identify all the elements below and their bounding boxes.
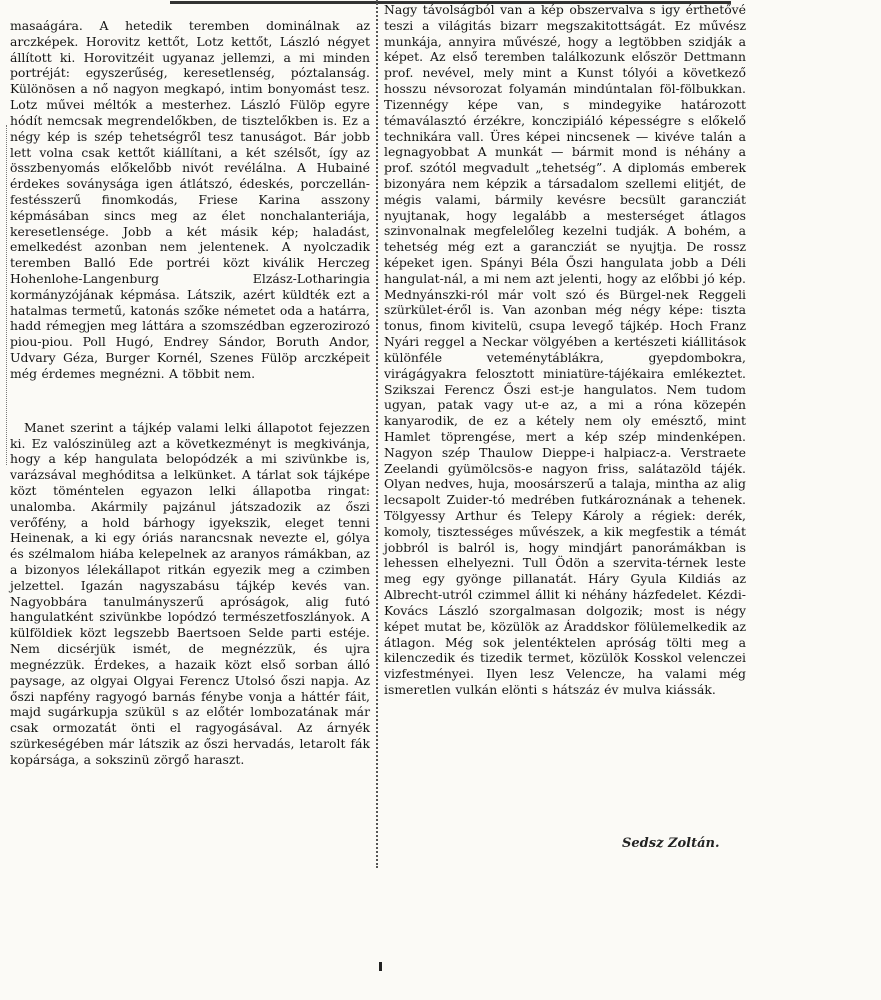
left-column bbox=[10, 18, 370, 768]
column-divider bbox=[376, 0, 379, 868]
left-paragraph-2: Manet szerint a tájkép valami lelki állapotot fejezzen ki. Ez valószinüleg azt a következményt is megkivánja, hogy a kép hangulata belopódzék a mi szivünkbe is, varázsával meghóditsa a lelkünket. A tárlat sok tájképe közt töméntelen egyazon lelki állapotba ringat: unalomba. Akármily pajzánul játszadozik az őszi verőfény, a hold bárhogy igyekszik, eleget tenni Heinenak, a ki egy óriás narancsnak nevezte el, gólya és szélmalom hiába kelepelnek az aranyos rámákban, az a bizonyos lélekállapot ritkán egyezik meg a czimben jelzettel. Igazán nagyszabásu tájkép kevés van. Nagyobbára tanulmányszerű apróságok, alig futó hangulatként szivünkbe lopódzó természetfoszlányok. A külföldiek közt legszebb Baertsoen Selde parti estéje. Nem dicsérjük ismét, de megnézzük, és ujra megnézzük. Érdekes, a hazaik közt első sorban álló paysage, az olgyai Olgyai Ferencz Utolsó őszi napja. Az őszi napfény ragyogó barnás fénybe vonja a háttér fáit, majd sugárkupja szükül s az előtér lombozatának már csak ormozatát önti el ragyogásával. Az árnyék szürkeségében már látszik az őszi hervadás, letarolt fák kopársága, a sokszinü zörgő haraszt. bbox=[10, 419, 370, 767]
author-signature: Sedsz Zoltán. bbox=[622, 836, 720, 851]
left-margin-dots bbox=[6, 125, 8, 465]
right-paragraph-1: Nagy távolságból van a kép obszervalva s igy érthetővé teszi a világitás bizarr megszakitottságát. Ez művész munkája, annyira művészé, hogy a legtöbben szidják a képet. Az első teremben találkozunk először Dettmann prof. nevével, mely mint a Kunst tólyói a következő hosszu névsorozat folyamán mindúntalan föl-fölbukkan. Tizennégy képe van, s mindegyike határozott témaválasztó érzékre, konczipiáló képességre s előkelő technikára vall. Üres képei nincsenek — kivéve talán a legnagyobbat A munkát — bármit mond is néhány a prof. szótól megvadult „tehetség”. A diplomás emberek bizonyára nem képzik a társadalom szellemi elitjét, de mégis valami, bármily kevésre becsült garancziát nyujtanak, hogy legalább a mesterséget átlagos szinvonalnak megfelelőleg kezelni tudják. A bohém, a tehetség még ezt a garancziát se nyujtja. De rossz képeket igen. Spányi Béla Őszi hangulata jobb a Déli hangulat-nál, a mi nem azt jelenti, hogy az előbbi jó kép. Mednyánszki-ról már volt szó és Bürgel-nek Reggeli szürkület-éről is. Van azonban még négy képe: tiszta tonus, finom kivitelü, csupa levegő tájkép. Hoch Franz Nyári reggel a Neckar völgyében a kertészeti kiállitások különféle veteménytáblákra, gyepdombokra, virágágyakra felosztott miniatüre-tájékaira emlékeztet. Szikszai Ferencz Őszi est-je hangulatos. Nem tudom ugyan, patak vagy ut-e az, a mi a róna közepén kanyarodik, de ez a kétely nem oly emésztő, mint Hamlet töprengése, mert a kép szép mindenképen. Nagyon szép Thaulow Dieppe-i halpiacz-a. Verstraete Zeelandi gyümölcsös-e nagyon friss, salátazöld tájék. Olyan nedves, huja, moosárszerű a talaja, mintha az alig lecsapolt Zuider-tó medrében futkároznának a tehenek. Tölgyessy Arthur és Telepy Károly a régiek: derék, komoly, tisztességes művészek, a kik megfestik a témát jobbról is balról is, hogy mindjárt panorámákban is lehessen elhelyezni. Tull Ödön a szervita-térnek leste meg egy gyönge pillanatát. Háry Gyula Kildiás az Albrecht-utról czimmel állit ki néhány házfedelet. Kézdi-Kovács László szorgalmasan dolgozik; most is négy képet mutat be, közülök az Áraddskor fölülemelkedik az átlagon. Még sok jelentéktelen apróság tölti meg a kilenczedik és tizedik termet, közülök Kosskol velenczei vizfestményei. Ilyen lesz Velencze, ha valami még ismeretlen vulkán elönti s hátszáz év mulva kiássák. bbox=[384, 2, 746, 697]
ink-speck bbox=[379, 962, 382, 971]
left-paragraph-1: masaágára. A hetedik teremben dominálnak az arczképek. Horovitz kettőt, Lotz kettőt, László négyet állított ki. Horovitzéit ugyanaz jellemzi, a mi minden portréját: egyszerűség, keresetlenség, póztalanság. Különösen a nő nagyon megkapó, intim bonyomást tesz. Lotz művei méltók a mesterhez. László Fülöp egyre hódít nemcsak megrendelőkben, de tisztelőkben is. Ez a négy kép is szép tehetségről tesz tanuságot. Bár jobb lett volna csak kettőt kiállítani, a két szélsőt, így az összbenyomás előkelőbb nivót revélálna. A Hubainé érdekes soványsága igen átlátszó, édeskés, porczellán-festésszerű finomkodás, Friese Karina asszony képmásában sincs meg az élet nonchalanteriája, keresetlensége. Jobb a két másik kép; haladást, emelkedést azonban nem jelentenek. A nyolczadik teremben Balló Ede portréi közt kiválik Herczeg Hohenlohe-Langenburg Elzász-Lotharingia kormányzójának képmása. Látszik, azért küldték ezt a hatalmas termetű, katonás szőke németet oda a határra, hadd rémegjen meg láttára a szomszédban egzerozirozó piou-piou. Poll Hugó, Endrey Sándor, Boruth Andor, Udvary Géza, Burger Kornél, Szenes Fülöp arczképeit még érdemes megnézni. A többit nem. bbox=[10, 18, 370, 381]
right-column bbox=[384, 2, 746, 698]
